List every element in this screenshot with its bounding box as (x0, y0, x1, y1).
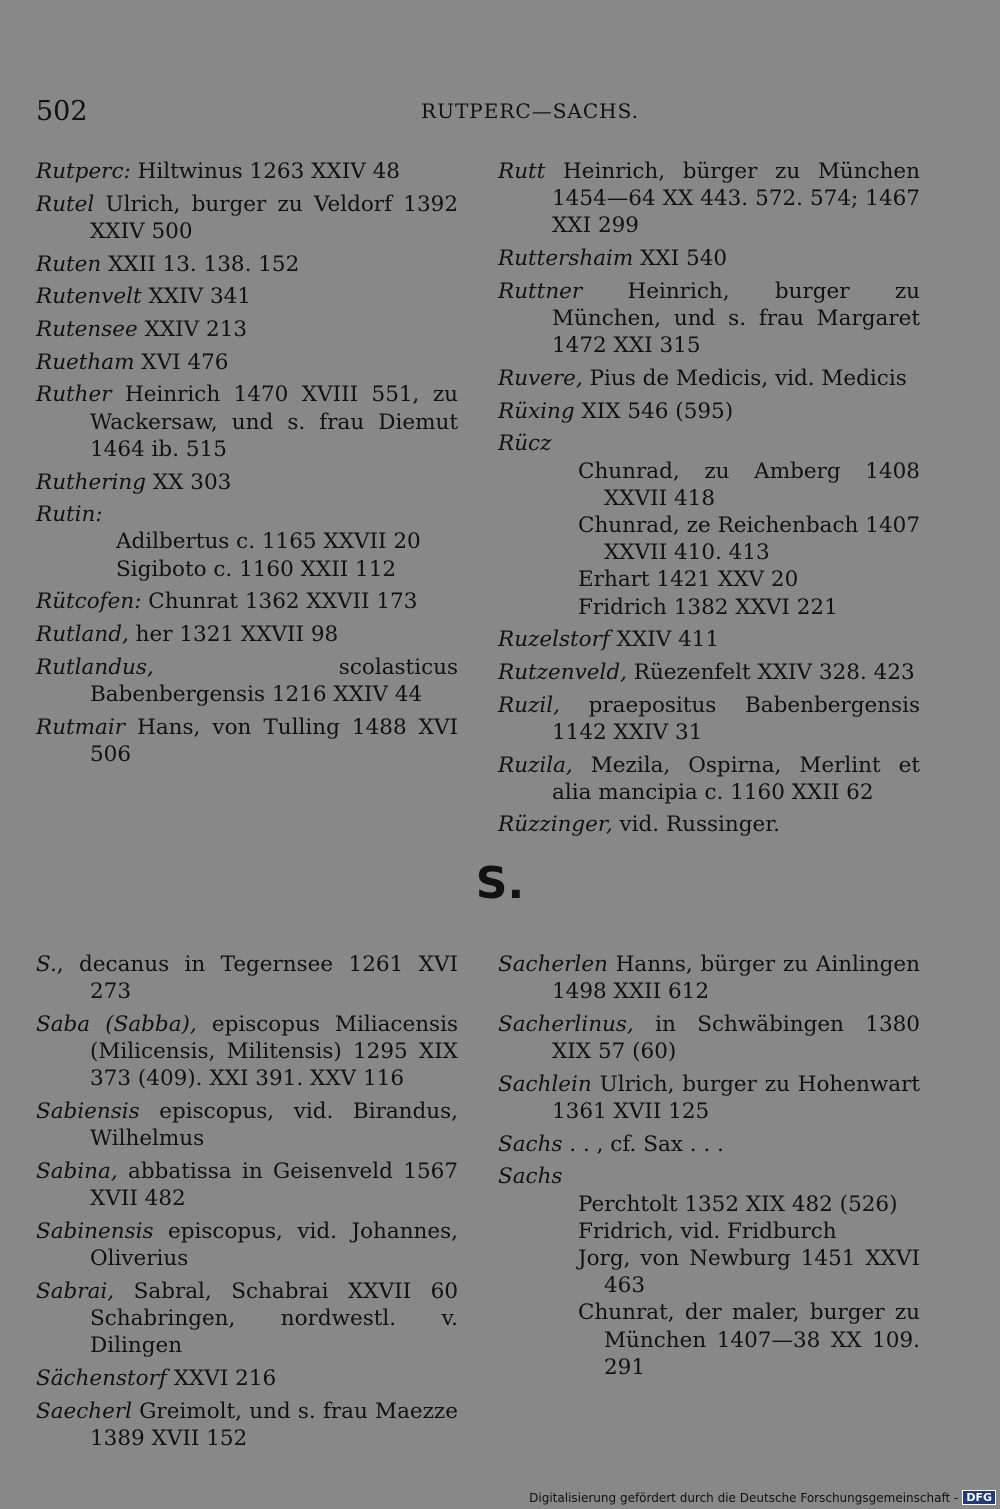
entry-text: XXIV 341 (141, 284, 251, 310)
index-entry (36, 1158, 458, 1212)
sub-entry: Adilbertus c. 1165 XXVII 20 (116, 529, 421, 555)
entry-headword: Sabiensis (36, 1099, 140, 1125)
sub-entries (552, 458, 920, 621)
index-entry (498, 951, 920, 1005)
index-entry (36, 588, 458, 615)
entry-headword: Ruzila, (498, 752, 573, 778)
entry-headword: Ruttner (498, 278, 583, 304)
sub-entries (90, 528, 458, 582)
index-entry (36, 158, 458, 185)
entry-headword: Sacherlinus, (498, 1011, 634, 1037)
sub-entry: Jorg, von Newburg 1451 XXVI 463 (578, 1246, 920, 1299)
entry-text: XVI 476 (134, 349, 229, 375)
sub-entry: Chunrad, ze Reichenbach 1407 XXVII 410. 413 (578, 512, 920, 566)
entry-text: praepositus Babenbergensis 1142 XXIV 31 (552, 692, 920, 745)
entry-text: Mezila, Ospirna, Merlint et alia mancipia c. 1160 XXII 62 (552, 752, 920, 805)
entry-text: Heinrich, burger zu München, und s. frau Margaret 1472 XXI 315 (552, 278, 920, 359)
index-entry (498, 692, 920, 746)
entry-text: episcopus, vid. Johannes, Oliverius (90, 1218, 458, 1272)
index-entry (498, 1163, 920, 1381)
index-entry (36, 381, 458, 463)
index-entry (498, 1071, 920, 1125)
sub-entries (552, 1191, 920, 1381)
index-entry (498, 1011, 920, 1065)
index-entry (36, 469, 458, 496)
entry-headword: Sächenstorf (36, 1365, 167, 1391)
entry-headword: Ruzil, (498, 692, 560, 718)
entry-text: Greimolt, und s. frau Maezze 1389 XVII 152 (90, 1398, 458, 1451)
index-entry (36, 316, 458, 343)
index-entry (498, 659, 920, 686)
entry-headword: Ruther (36, 382, 112, 408)
entry-text: XIX 546 (595) (574, 398, 734, 424)
entry-headword: Sacherlen (498, 952, 608, 977)
index-entry (498, 365, 920, 392)
index-column-left-top (36, 158, 458, 774)
entry-text: Chunrat 1362 XXVII 173 (141, 589, 418, 615)
entry-text: Rüezenfelt XXIV 328. 423 (626, 659, 915, 685)
entry-text: XXIV 213 (137, 317, 248, 343)
index-entry (36, 621, 458, 648)
index-entry (498, 398, 920, 425)
index-entry (36, 1218, 458, 1272)
entry-headword: Sachs (498, 1164, 563, 1190)
index-entry (36, 714, 458, 768)
index-entry (36, 951, 458, 1005)
entry-headword: Rütcofen: (36, 589, 142, 615)
index-column-right-top (498, 158, 920, 844)
entry-headword: Sabina, (36, 1158, 118, 1184)
entry-text: her 1321 XXVII 98 (128, 622, 339, 648)
entry-headword: Rutel (36, 191, 95, 217)
index-entry (36, 1365, 458, 1392)
entry-text: abbatissa in Geisenveld 1567 XVII 482 (90, 1158, 458, 1212)
entry-text: scolasticus Babenbergensis 1216 XXIV 44 (90, 654, 458, 707)
index-entry (498, 430, 920, 620)
entry-headword: Ruetham (36, 349, 135, 375)
sub-entry: Chunrat, der maler, burger zu München 1407—38 XX 109. 291 (578, 1300, 920, 1380)
index-entry (36, 1398, 458, 1452)
entry-text: XXII 13. 138. 152 (101, 251, 300, 277)
index-entry (498, 811, 920, 838)
entry-headword: Rüxing (498, 398, 575, 424)
sub-entry: Perchtolt 1352 XIX 482 (526) (578, 1191, 898, 1217)
entry-text: XXIV 411 (609, 627, 720, 653)
entry-headword: Rüzzinger, (498, 812, 613, 838)
index-entry (498, 626, 920, 653)
entry-headword: S. (36, 952, 57, 977)
entry-text: Heinrich, bürger zu München 1454—64 XX 443. 572. 574; 1467 XXI 299 (545, 159, 920, 239)
entry-headword: Rutin: (36, 502, 103, 528)
dfg-logo: DFG (962, 1490, 996, 1505)
sub-entry: Chunrad, zu Amberg 1408 XXVII 418 (578, 458, 920, 511)
index-entry (36, 501, 458, 583)
index-column-right-bottom (498, 951, 920, 1387)
index-column-left-bottom (36, 951, 458, 1457)
index-entry (36, 1011, 458, 1093)
index-entry (498, 278, 920, 360)
entry-headword: Saecherl (36, 1398, 133, 1424)
entry-text: Hans, von Tulling 1488 XVI 506 (90, 714, 458, 767)
index-entry (36, 349, 458, 376)
entry-headword: Rücz (498, 431, 552, 457)
index-entry (36, 1098, 458, 1152)
section-letter: S. (475, 858, 525, 909)
entry-text: Ulrich, burger zu Hohenwart 1361 XVII 125 (552, 1071, 920, 1125)
running-head: RUTPERC—SACHS. (421, 99, 639, 123)
entry-headword: Rutensee (36, 317, 138, 343)
entry-headword: Sachlein (498, 1071, 592, 1097)
index-entry (36, 283, 458, 310)
entry-text: Pius de Medicis, vid. Medicis (582, 365, 907, 391)
entry-text: Hiltwinus 1263 XXIV 48 (130, 159, 400, 184)
index-entry (36, 654, 458, 708)
entry-headword: Rutt (498, 159, 546, 184)
entry-headword: Rutenvelt (36, 284, 142, 310)
index-entry (36, 251, 458, 278)
index-entry (498, 752, 920, 806)
entry-headword: Sabrai, (36, 1278, 115, 1304)
entry-text: Sabral, Schabrai XXVII 60 Schabringen, nordwestl. v. Dilingen (90, 1278, 458, 1359)
footer-text: Digitalisierung gefördert durch die Deutsche Forschungsgemeinschaft - (529, 1490, 959, 1505)
index-entry (498, 158, 920, 240)
entry-headword: Rutzenveld, (498, 659, 627, 685)
entry-text: Ulrich, burger zu Veldorf 1392 XXIV 500 (90, 191, 458, 244)
entry-headword: Rutperc: (36, 159, 131, 184)
entry-headword: Sabinensis (36, 1218, 154, 1244)
entry-headword: Ruthering (36, 469, 147, 495)
index-entry (498, 1131, 920, 1158)
entry-headword: Saba (Sabba), (36, 1011, 197, 1037)
entry-text: XXI 540 (633, 246, 728, 272)
entry-headword: Ruzelstorf (498, 627, 610, 653)
entry-text: XXVI 216 (166, 1365, 277, 1391)
index-entry (36, 191, 458, 245)
sub-entry: Erhart 1421 XXV 20 (578, 567, 799, 593)
entry-headword: Rutland, (36, 622, 129, 648)
entry-headword: Rutlandus, (36, 654, 154, 680)
index-entry (498, 245, 920, 272)
entry-text: episcopus Miliacensis (Milicensis, Militensis) 1295 XIX 373 (409). XXI 391. XXV 116 (90, 1011, 458, 1092)
page-number: 502 (36, 96, 88, 127)
entry-text: , decanus in Tegernsee 1261 XVI 273 (56, 952, 458, 1005)
entry-headword: Ruttershaim (498, 246, 634, 272)
sub-entry: Fridrich 1382 XXVI 221 (578, 594, 838, 620)
entry-headword: Sachs (498, 1131, 563, 1157)
index-entry (36, 1278, 458, 1360)
entry-headword: Ruten (36, 251, 102, 277)
sub-entry: Fridrich, vid. Fridburch (578, 1218, 837, 1244)
entry-text: in Schwäbingen 1380 XIX 57 (60) (552, 1011, 920, 1065)
entry-text: Heinrich 1470 XVIII 551, zu Wackersaw, und s. frau Diemut 1464 ib. 515 (90, 382, 458, 462)
entry-text: . . , cf. Sax . . . (562, 1131, 724, 1157)
entry-headword: Rutmair (36, 714, 126, 740)
entry-text: Hanns, bürger zu Ainlingen 1498 XXII 612 (552, 952, 920, 1005)
entry-text: vid. Russinger. (612, 812, 781, 838)
footer (529, 1490, 996, 1505)
sub-entry: Sigiboto c. 1160 XXII 112 (116, 556, 397, 582)
entry-text: XX 303 (146, 469, 232, 495)
entry-headword: Ruvere, (498, 365, 583, 391)
entry-text: episcopus, vid. Birandus, Wilhelmus (90, 1099, 458, 1152)
